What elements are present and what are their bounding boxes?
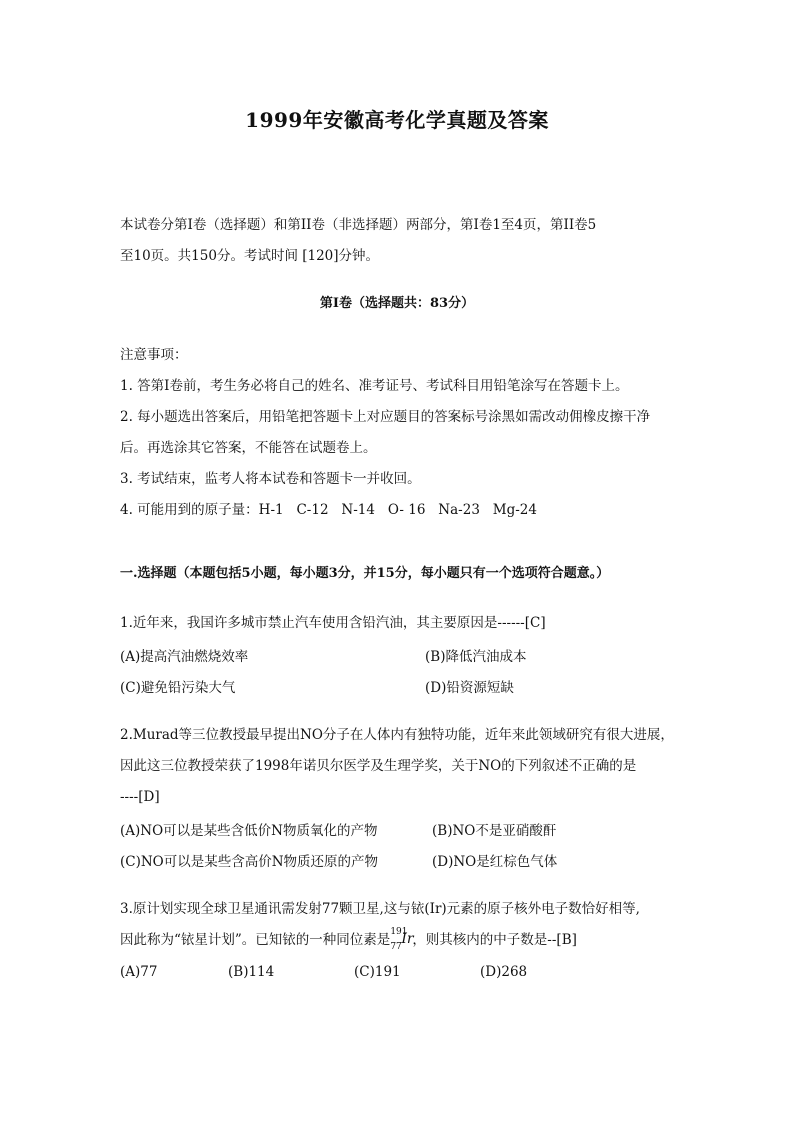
question-2-stem-line: 因此这三位教授荣获了1998年诺贝尔医学及生理学奖，关于NO的下列叙述不正确的是	[120, 758, 637, 774]
intro-line-2: 至10页。共150分。考试时间 [120]分钟。	[120, 248, 380, 264]
option-c: (C)NO可以是某些含高价N物质还原的产物	[120, 853, 379, 870]
note-item: 3. 考试结束，监考人将本试卷和答题卡一并收回。	[120, 471, 421, 487]
option-c: (C)避免铅污染大气	[120, 679, 236, 696]
options-row	[120, 844, 680, 875]
notes-heading: 注意事项：	[120, 347, 188, 363]
note-item: 1. 答第I卷前，考生务必将自己的姓名、准考证号、考试科目用铅笔涂写在答题卡上。	[120, 378, 629, 394]
note-item: 4. 可能用到的原子量：H-1 C-12 N-14 O- 16 Na-23 Mg-24	[120, 502, 537, 518]
question-3-stem-line: 3.原计划实现全球卫星通讯需发射77颗卫星,这与铱(Ir)元素的原子核外电子数恰好相等,	[120, 901, 640, 917]
note-item: 后。再选涂其它答案，不能答在试题卷上。	[120, 440, 377, 456]
option-d: (D)NO是红棕色气体	[432, 853, 558, 870]
option-a: (A)提高汽油燃烧效率	[120, 648, 249, 665]
question-2-stem-line: ----[D]	[120, 789, 160, 805]
options-row	[120, 670, 680, 701]
option-c: (C)191	[354, 963, 401, 980]
atomic-number: 77	[390, 942, 402, 952]
intro-paragraph	[120, 210, 680, 272]
question-2-stem-line: 2.Murad等三位教授最早提出NO分子在人体内有独特功能，近年来此领域研究有很大进展，	[120, 727, 674, 743]
element-symbol: Ir	[401, 931, 414, 947]
question-2	[120, 720, 680, 875]
options-row	[120, 639, 680, 670]
question-3	[120, 894, 680, 987]
option-a: (A)77	[120, 963, 158, 980]
options-row	[120, 813, 680, 844]
note-item: 2. 每小题选出答案后，用铅笔把答题卡上对应题目的答案标号涂黑如需改动佣橡皮擦干净	[120, 409, 651, 425]
option-b: (B)NO不是亚硝酸酐	[432, 822, 557, 839]
page-title: 1999年安徽高考化学真题及答案	[245, 108, 549, 132]
option-d: (D)铅资源短缺	[425, 679, 514, 696]
isotope-notation	[390, 926, 414, 952]
question-1-stem: 1.近年来，我国许多城市禁止汽车使用含铅汽油，其主要原因是------[C]	[120, 615, 546, 631]
option-b: (B)114	[228, 963, 275, 980]
section-1-title: 第I卷（选择题共：83分）	[319, 296, 475, 311]
question-3-stem-line	[120, 925, 680, 956]
stem-text: ，则其核内的中子数是--[B]	[412, 932, 577, 948]
mass-number: 191	[390, 927, 408, 937]
stem-text: 因此称为“铱星计划”。已知铱的一种同位素是	[120, 932, 391, 948]
notes-block	[120, 340, 680, 526]
option-a: (A)NO可以是某些含低价N物质氧化的产物	[120, 822, 378, 839]
part-1-title: 一.选择题（本题包括5小题，每小题3分，并15分，每小题只有一个选项符合题意。）	[120, 566, 610, 581]
intro-line-1: 本试卷分第I卷（选择题）和第II卷（非选择题）两部分，第I卷1至4页，第II卷5	[120, 217, 597, 233]
option-d: (D)268	[480, 963, 528, 980]
option-b: (B)降低汽油成本	[425, 648, 527, 665]
question-1	[120, 608, 680, 701]
